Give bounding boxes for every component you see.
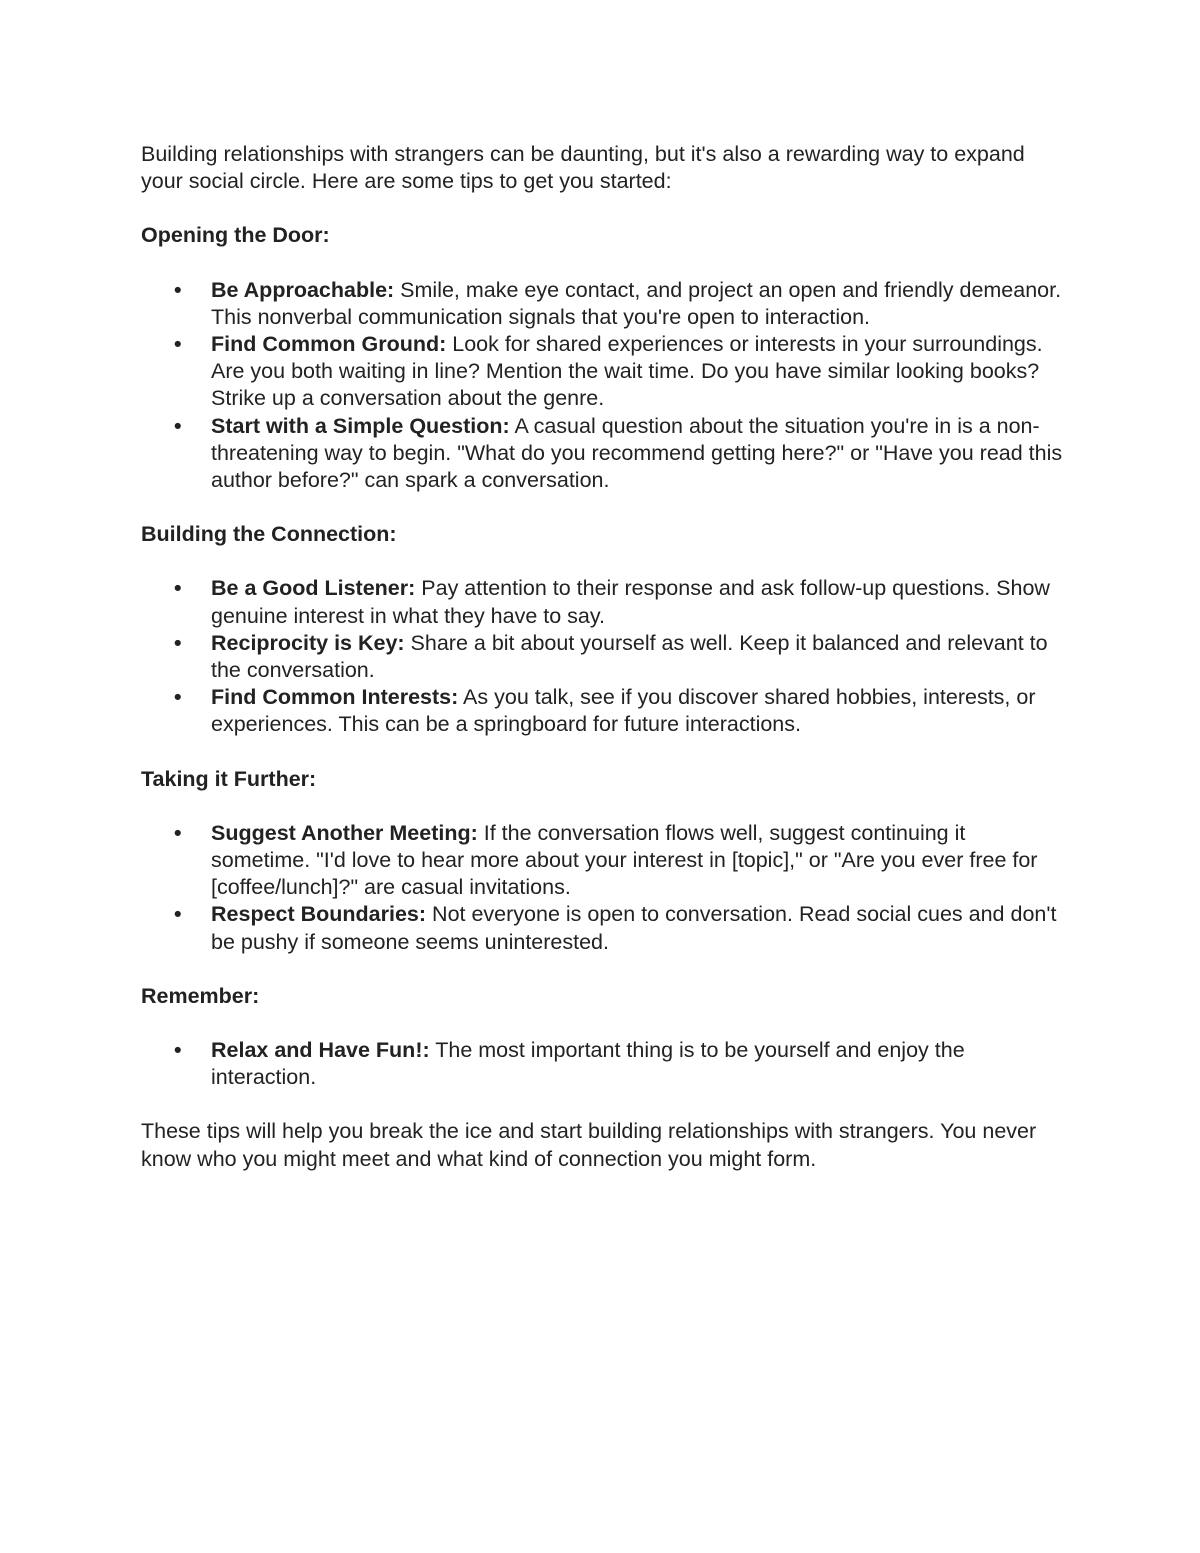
tip-text: The most important thing is to be yourself and enjoy the interaction. — [211, 1038, 965, 1090]
tip-term: Be Approachable: — [211, 277, 395, 302]
list-item — [141, 901, 1066, 955]
tip-term: Relax and Have Fun!: — [211, 1038, 430, 1063]
list-item — [141, 820, 1066, 902]
section-heading-opening: Opening the Door: — [141, 223, 330, 248]
document-page — [141, 141, 1066, 1173]
tip-term: Respect Boundaries: — [211, 902, 427, 927]
tip-text: Pay attention to their response and ask follow-up questions. Show genuine interest in what they have to say. — [211, 576, 1050, 628]
tip-text: Smile, make eye contact, and project an open and friendly demeanor. This nonverbal communication signals that you're open to interaction. — [211, 277, 1062, 329]
tip-text: If the conversation flows well, suggest continuing it sometime. "I'd love to hear more about your interest in [topic]," or "Are you ever free for [coffee/lunch]?" are casual invitations. — [211, 820, 1038, 900]
tip-text: Look for shared experiences or interests in your surroundings. Are you both waiting in line? Mention the wait time. Do you have similar looking books? Strike up a conversation about the genre. — [211, 332, 1043, 411]
tip-term: Find Common Ground: — [211, 332, 447, 357]
list-item — [141, 575, 1066, 629]
tips-list-further — [141, 820, 1066, 956]
tip-term: Be a Good Listener: — [211, 576, 416, 601]
tips-list-remember — [141, 1037, 1066, 1091]
closing-paragraph: These tips will help you break the ice and start building relationships with strangers. You never know who you might meet and what kind of connection you might form. — [141, 1119, 1037, 1171]
list-item — [141, 1037, 1066, 1091]
tip-text: As you talk, see if you discover shared hobbies, interests, or experiences. This can be a springboard for future interactions. — [211, 685, 1036, 737]
list-item — [141, 413, 1066, 495]
list-item — [141, 630, 1066, 684]
tip-text: Share a bit about yourself as well. Keep it balanced and relevant to the conversation. — [211, 630, 1048, 683]
intro-paragraph: Building relationships with strangers can be daunting, but it's also a rewarding way to expand your social circle. Here are some tips to get you started: — [141, 142, 1025, 194]
section-heading-connection: Building the Connection: — [141, 522, 397, 547]
list-item — [141, 277, 1066, 331]
tip-text: A casual question about the situation you're in is a non-threatening way to begin. "What do you recommend getting here?" or "Have you read this author before?" can spark a conversation. — [211, 413, 1063, 493]
tip-term: Find Common Interests: — [211, 685, 459, 710]
tip-text: Not everyone is open to conversation. Read social cues and don't be pushy if someone seems uninterested. — [211, 902, 1057, 954]
tips-list-opening — [141, 277, 1066, 495]
section-heading-further: Taking it Further: — [141, 766, 317, 791]
tip-term: Reciprocity is Key: — [211, 630, 405, 655]
tips-list-connection — [141, 575, 1066, 738]
tip-term: Start with a Simple Question: — [211, 413, 510, 438]
list-item — [141, 331, 1066, 413]
tip-term: Suggest Another Meeting: — [211, 820, 478, 845]
list-item — [141, 684, 1066, 738]
section-heading-remember: Remember: — [141, 983, 260, 1008]
